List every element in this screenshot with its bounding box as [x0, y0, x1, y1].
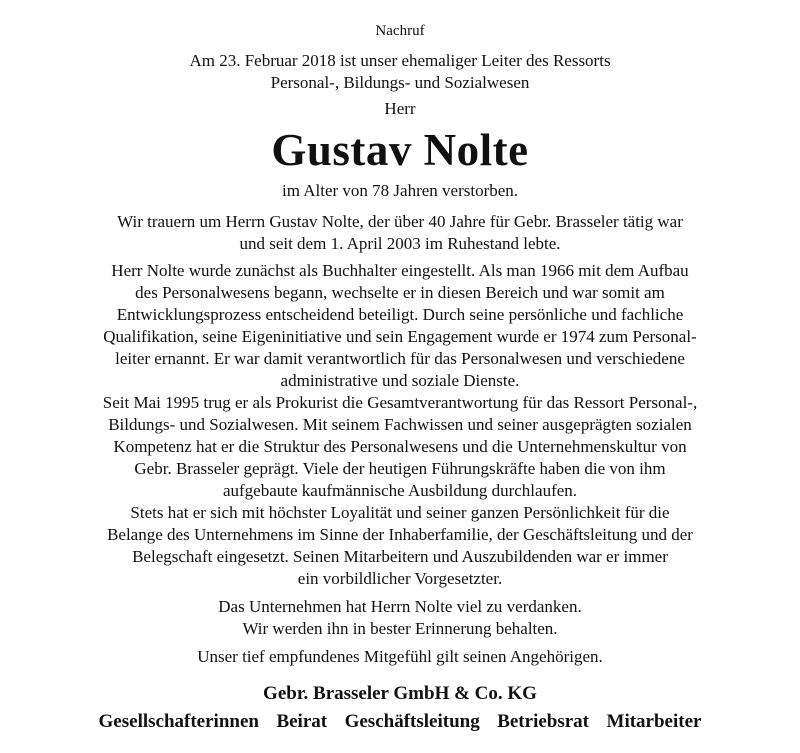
paragraph-line: ein vorbildlicher Vorgesetzter.	[297, 569, 503, 588]
paragraph-line: Belange des Unternehmens im Sinne der Inhaberfamilie, der Geschäftsleitung und der	[107, 525, 693, 544]
paragraph-line: Das Unternehmen hat Herrn Nolte viel zu verdanken.	[218, 597, 582, 616]
company-name: Gebr. Brasseler GmbH & Co. KG	[263, 683, 537, 704]
paragraph-line: aufgebaute kaufmännische Ausbildung durchlaufen.	[222, 481, 578, 500]
paragraph-line: Gebr. Brasseler geprägt. Viele der heutigen Führungskräfte haben die von ihm	[134, 459, 666, 478]
paragraph-line: Wir trauern um Herrn Gustav Nolte, der über 40 Jahre für Gebr. Brasseler tätig war	[117, 212, 683, 231]
paragraph-line: Entwicklungsprozess entscheidend beteiligt. Durch seine persönliche und fachliche	[116, 305, 684, 324]
deceased-name: Gustav Nolte	[271, 125, 529, 175]
paragraph-line: und seit dem 1. April 2003 im Ruhestand lebte.	[239, 234, 561, 253]
paragraph-gratitude	[0, 596, 800, 640]
notice-caption: Nachruf	[375, 23, 425, 39]
paragraph-line: des Personalwesens begann, wechselte er in diesen Bereich und war somit am	[135, 283, 665, 302]
intro-text	[0, 50, 800, 94]
paragraph-line: leiter ernannt. Er war damit verantwortlich für das Personalwesen und verschiedene	[115, 349, 685, 368]
age-line: im Alter von 78 Jahren verstorben.	[281, 181, 519, 200]
paragraph-line: Kompetenz hat er die Struktur des Personalwesens und die Unternehmenskultur von	[113, 437, 687, 456]
paragraph-mourning	[0, 211, 800, 255]
intro-line: Am 23. Februar 2018 ist unser ehemaliger Leiter des Ressorts	[189, 51, 611, 70]
paragraph-condolence	[0, 646, 800, 668]
paragraph-line: Stets hat er sich mit höchster Loyalität und seiner ganzen Persönlichkeit für die	[130, 503, 670, 522]
intro-line: Personal-, Bildungs- und Sozialwesen	[270, 73, 530, 92]
salutation: Herr	[384, 99, 416, 118]
paragraph-line: Seit Mai 1995 trug er als Prokurist die Gesamtverantwortung für das Ressort Personal-,	[102, 393, 698, 412]
paragraph-line: Belegschaft eingesetzt. Seinen Mitarbeitern und Auszubildenden war er immer	[132, 547, 668, 566]
paragraph-line: administrative und soziale Dienste.	[280, 371, 520, 390]
signatories-line: Gesellschafterinnen Beirat Geschäftsleitung Betriebsrat Mitarbeiter	[98, 711, 702, 732]
paragraph-line: Bildungs- und Sozialwesen. Mit seinem Fachwissen und seiner ausgeprägten sozialen	[108, 415, 692, 434]
paragraph-loyalty	[0, 502, 800, 590]
paragraph-line: Herr Nolte wurde zunächst als Buchhalter eingestellt. Als man 1966 mit dem Aufbau	[111, 261, 689, 280]
paragraph-line: Wir werden ihn in bester Erinnerung behalten.	[242, 619, 558, 638]
paragraph-line: Unser tief empfundenes Mitgefühl gilt seinen Angehörigen.	[197, 647, 603, 666]
paragraph-career	[0, 260, 800, 392]
paragraph-line: Qualifikation, seine Eigeninitiative und sein Engagement wurde er 1974 zum Personal-	[103, 327, 697, 346]
paragraph-prokurist	[0, 392, 800, 502]
